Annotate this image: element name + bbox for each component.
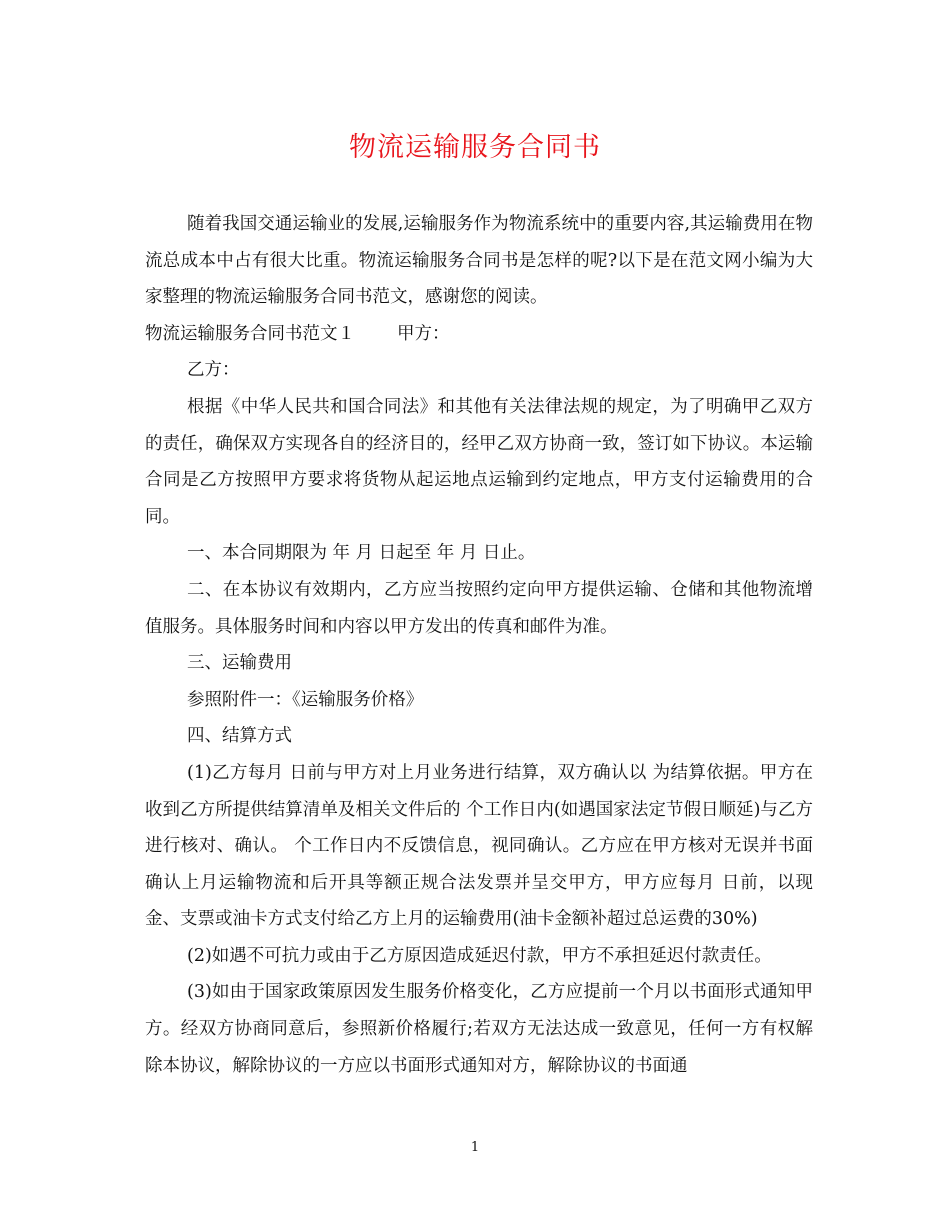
party-b-label: 乙方：	[187, 360, 240, 381]
clause-fees-reference: 参照附件一：《运输服务价格》	[187, 689, 424, 710]
clause-settlement-heading: 四、结算方式	[187, 726, 292, 747]
settlement-item-2: (2)如遇不可抗力或由于乙方原因造成延迟付款，甲方不承担延迟付款责任。	[187, 945, 772, 966]
document-title: 物流运输服务合同书	[349, 132, 601, 163]
clause-services: 二、在本协议有效期内，乙方应当按照约定向甲方提供运输、仓储和其他物流增值服务。具体服务时间和内容以甲方发出的传真和邮件为准。	[145, 579, 813, 637]
settlement-item-3: (3)如由于国家政策原因发生服务价格变化，乙方应提前一个月以书面形式通知甲方。经双方协商同意后，参照新价格履行;若双方无法达成一致意见，任何一方有权解除本协议，解除协议的一方应以书面形式通知对方，解除协议的书面通	[145, 982, 813, 1076]
sample-heading-line	[145, 316, 813, 353]
sample-heading: 物流运输服务合同书范文１	[145, 323, 355, 344]
preamble-paragraph: 根据《中华人民共和国合同法》和其他有关法律法规的规定，为了明确甲乙双方的责任，确保双方实现各自的经济目的，经甲乙双方协商一致，签订如下协议。本运输合同是乙方按照甲方要求将货物从起运地点运输到约定地点，甲方支付运输费用的合同。	[145, 396, 813, 527]
clause-fees-heading: 三、运输费用	[187, 653, 292, 674]
document-body	[145, 206, 813, 1084]
settlement-item-1: (1)乙方每月 日前与甲方对上月业务进行结算，双方确认以 为结算依据。甲方在收到乙方所提供结算清单及相关文件后的 个工作日内(如遇国家法定节假日顺延)与乙方进行核对、确认。 个工作日内不反馈信息，视同确认。乙方应在甲方核对无误并书面确认上月运输物流和后开具等额正规合法发票并呈交甲方，甲方应每月 日前，以现金、支票或油卡方式支付给乙方上月的运输费用(油卡金额补超过总运费的30%)	[145, 762, 813, 930]
party-a-label: 甲方：	[397, 323, 450, 344]
clause-term: 一、本合同期限为 年 月 日起至 年 月 日止。	[187, 543, 536, 564]
page-number: 1	[470, 1140, 480, 1155]
intro-paragraph: 随着我国交通运输业的发展,运输服务作为物流系统中的重要内容,其运输费用在物流总成本中占有很大比重。物流运输服务合同书是怎样的呢?以下是在范文网小编为大家整理的物流运输服务合同书范文，感谢您的阅读。	[145, 214, 813, 308]
